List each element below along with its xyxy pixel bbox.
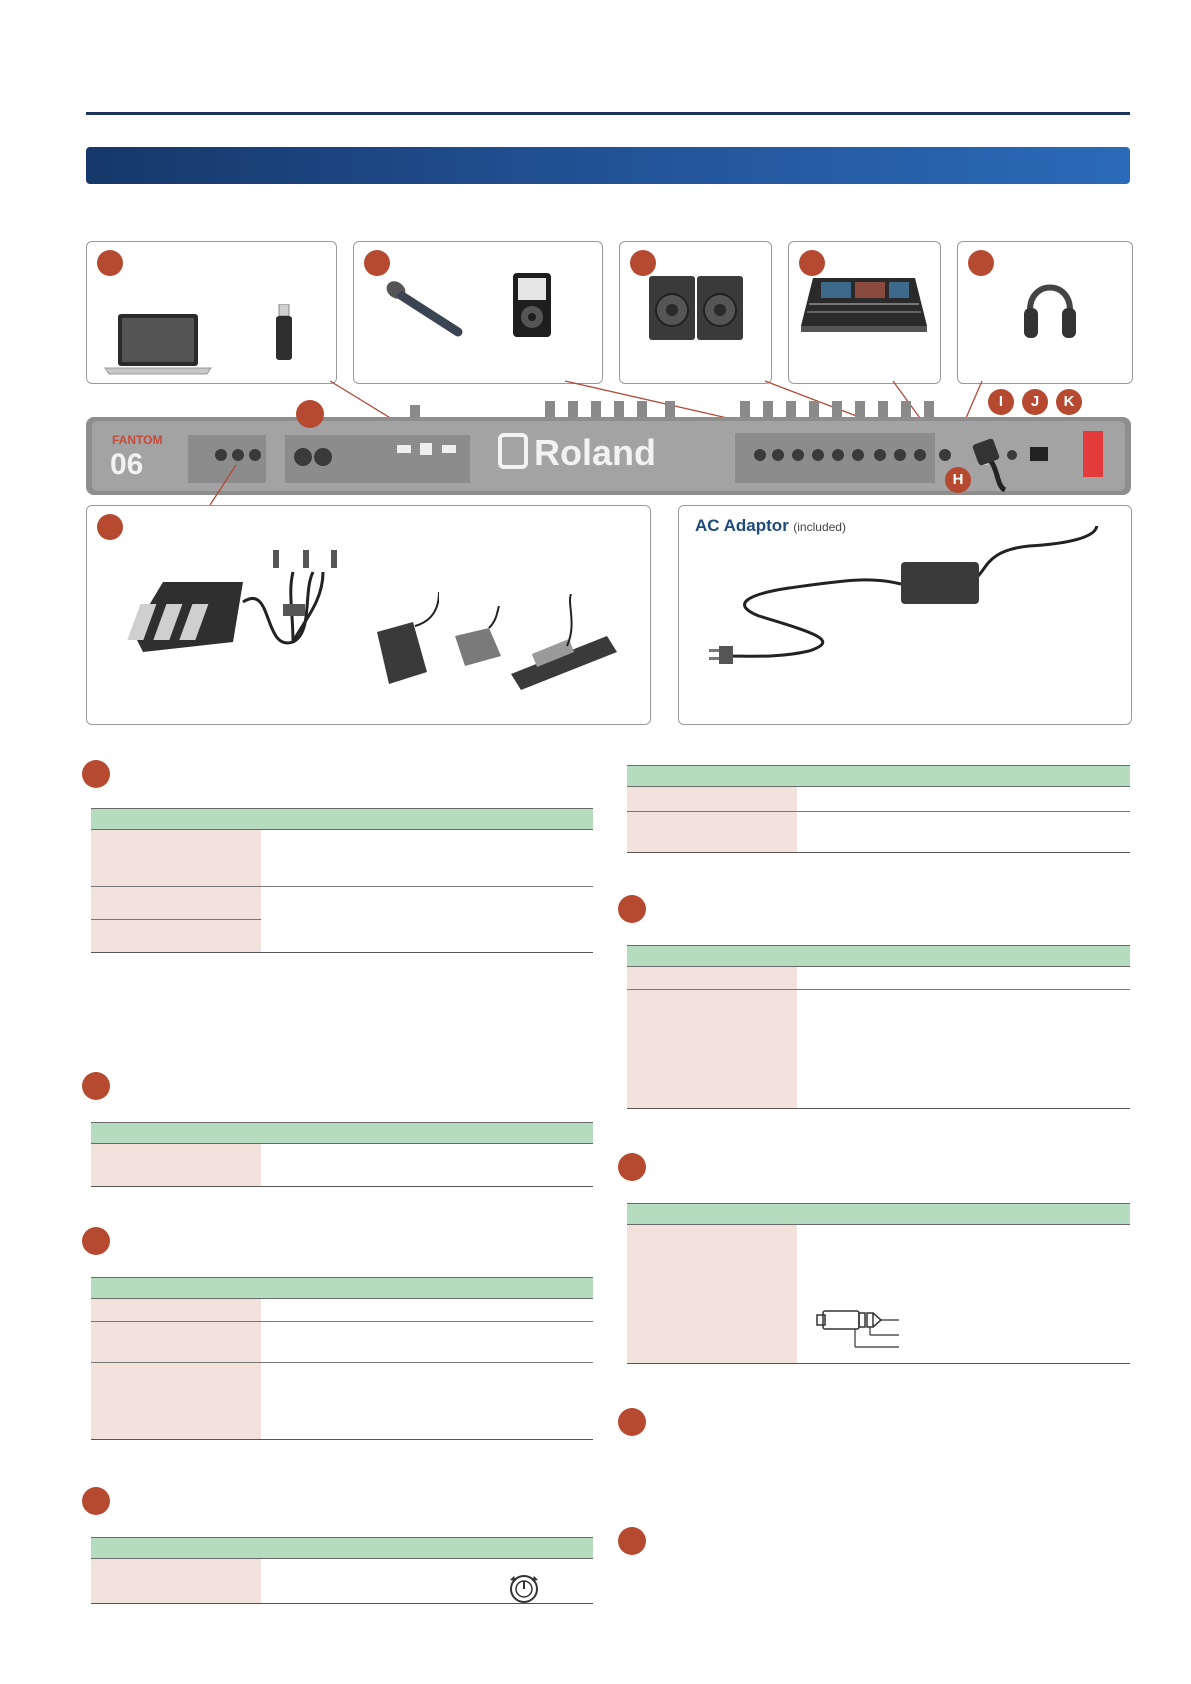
ac-adaptor-box xyxy=(678,505,1132,725)
spec-table-1 xyxy=(91,808,593,953)
phone-plug-icon xyxy=(815,1305,901,1353)
section-marker xyxy=(82,760,110,788)
model-label: 06 xyxy=(110,448,144,481)
ac-adaptor-note: (included) xyxy=(793,520,846,534)
power-plug-icon xyxy=(719,646,733,664)
section-marker xyxy=(618,1408,646,1436)
marker-dot xyxy=(296,400,324,428)
marker-dot xyxy=(968,250,994,276)
marker-dot xyxy=(97,250,123,276)
laptop-icon xyxy=(103,312,213,376)
speaker-icon xyxy=(647,274,747,342)
marker-H: H xyxy=(945,467,971,493)
section-marker xyxy=(82,1487,110,1515)
device-box-audio-input xyxy=(353,241,603,384)
device-box-headphones xyxy=(957,241,1133,384)
section-marker xyxy=(618,895,646,923)
headphones-icon xyxy=(1022,270,1078,344)
spec-table-2 xyxy=(91,1122,593,1187)
damper-pedal-icon xyxy=(507,594,627,694)
device-box-speakers xyxy=(619,241,772,384)
marker-dot xyxy=(97,514,123,540)
marker-dot xyxy=(799,250,825,276)
section-marker xyxy=(82,1227,110,1255)
pedal-box xyxy=(86,505,651,725)
microphone-icon xyxy=(384,278,464,338)
spec-table-6 xyxy=(627,945,1130,1109)
spec-table-5 xyxy=(627,765,1130,853)
series-label: FANTOM xyxy=(112,433,163,447)
marker-dot xyxy=(630,250,656,276)
brand-logo: Roland xyxy=(534,432,656,473)
marker-I: I xyxy=(988,389,1014,415)
pedal-unit-icon xyxy=(123,542,343,682)
marker-dot xyxy=(364,250,390,276)
footswitch-icon xyxy=(449,606,509,676)
marker-K: K xyxy=(1056,389,1082,415)
ac-adaptor-icon xyxy=(689,526,1129,696)
usb-flash-drive-icon xyxy=(273,304,295,364)
section-marker xyxy=(618,1153,646,1181)
section-marker xyxy=(82,1072,110,1100)
expression-pedal-icon xyxy=(369,592,439,688)
spec-table-3 xyxy=(91,1277,593,1440)
marker-J: J xyxy=(1022,389,1048,415)
section-banner xyxy=(86,147,1130,184)
device-box-mixer xyxy=(788,241,941,384)
rotate-knob-icon xyxy=(506,1570,542,1606)
device-box-computer xyxy=(86,241,337,384)
section-marker xyxy=(618,1527,646,1555)
mixing-console-icon xyxy=(799,276,929,334)
music-player-icon xyxy=(512,272,552,338)
header-rule xyxy=(86,112,1130,115)
ac-adaptor-title: AC Adaptor xyxy=(695,516,789,535)
